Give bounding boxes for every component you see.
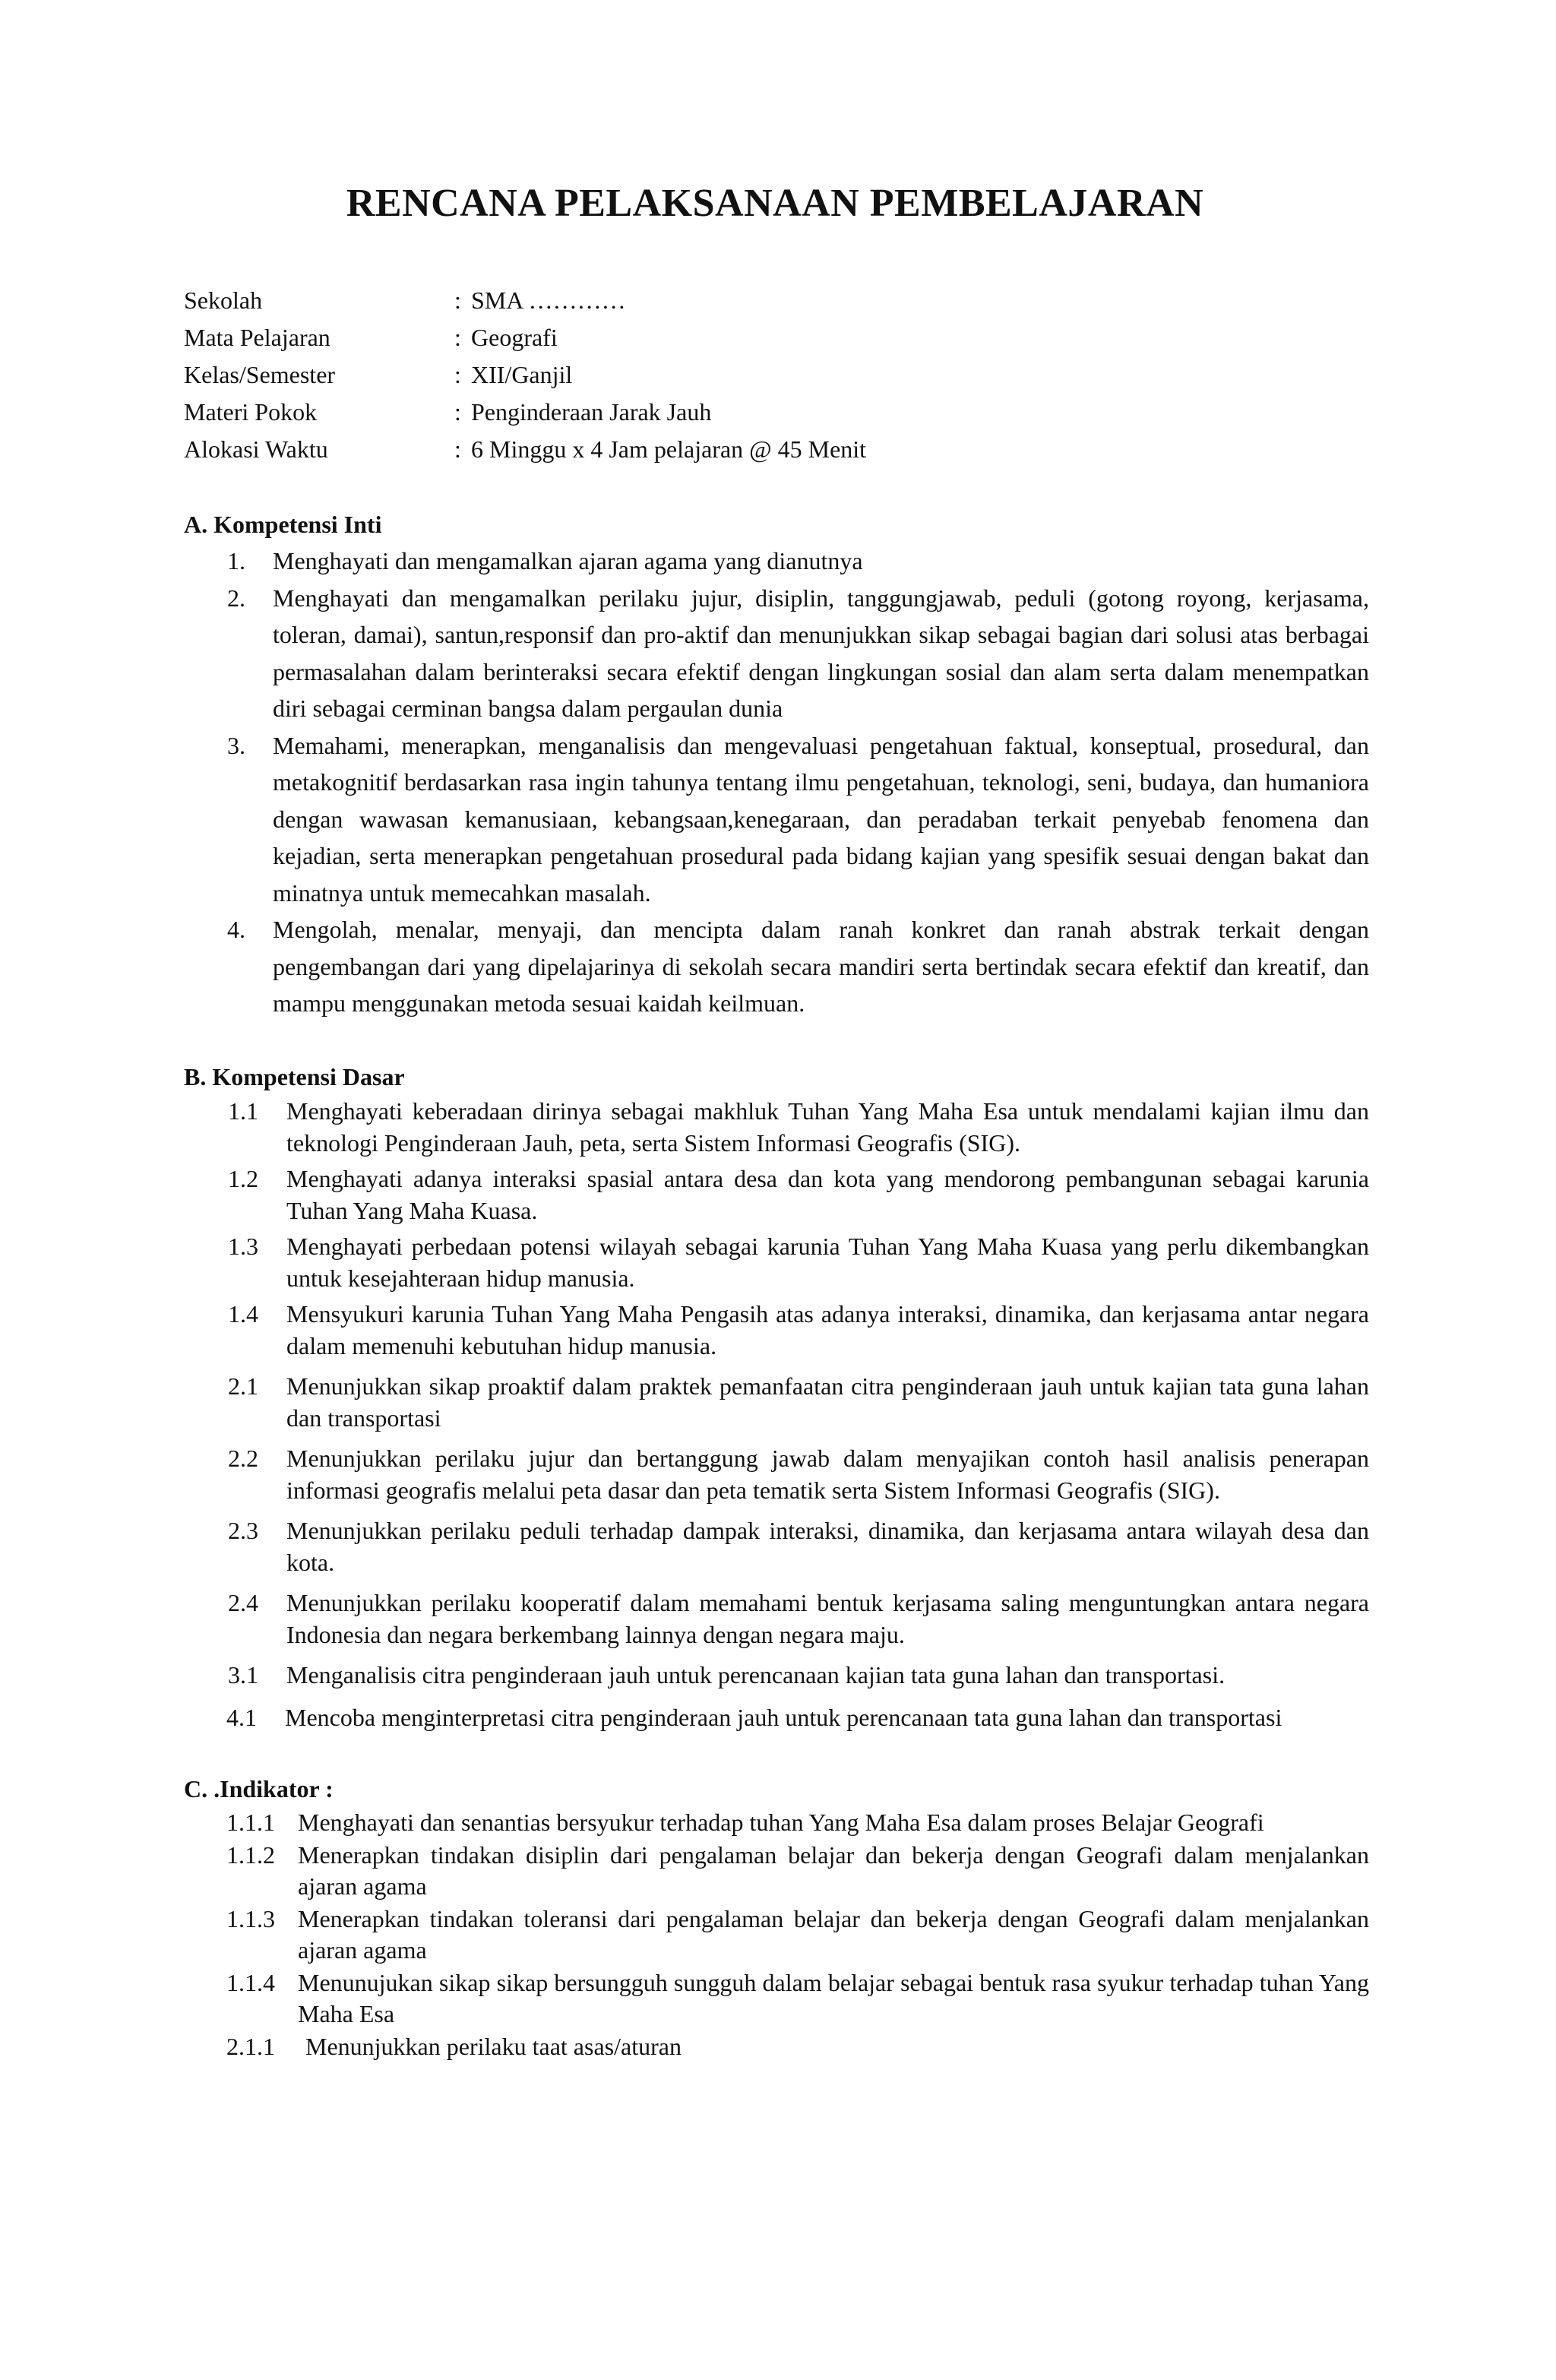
meta-label: Sekolah <box>184 286 263 314</box>
meta-block <box>184 282 1369 468</box>
list-item <box>184 1807 1369 1838</box>
meta-row-materi-pokok <box>184 394 1369 431</box>
list-item <box>184 1699 1369 1736</box>
document-title: RENCANA PELAKSANAAN PEMBELAJARAN <box>346 182 1204 225</box>
meta-separator: : <box>454 324 461 351</box>
meta-label: Materi Pokok <box>184 398 318 426</box>
meta-label: Kelas/Semester <box>184 361 336 388</box>
item-text: Menerapkan tindakan disiplin dari pengalaman belajar dan bekerja dengan Geografi dalam menjalankan ajaran agama <box>298 1840 1369 1900</box>
item-number: 4. <box>227 916 245 943</box>
meta-row-alokasi-waktu <box>184 431 1369 468</box>
meta-separator: : <box>454 286 461 314</box>
list-item <box>184 1514 1369 1578</box>
item-number: 2.4 <box>228 1588 258 1616</box>
meta-separator: : <box>454 361 461 388</box>
section-heading-indikator: C. .Indikator : <box>184 1774 334 1802</box>
item-number: 3.1 <box>228 1660 258 1688</box>
meta-separator: : <box>454 398 461 426</box>
item-text: Menghayati keberadaan dirinya sebagai makhluk Tuhan Yang Maha Esa untuk mendalami kajian ilmu dan teknologi Penginderaan Jauh, peta, serta Sistem Informasi Geografis (SIG). <box>286 1097 1369 1157</box>
item-text: Menerapkan tindakan toleransi dari pengalaman belajar dan bekerja dengan Geografi dalam menjalankan ajaran agama <box>298 1904 1369 1964</box>
item-text: Mensyukuri karunia Tuhan Yang Maha Pengasih atas adanya interaksi, dinamika, dan kerjasama antar negara dalam memenuhi kebutuhan hidup manusia. <box>286 1299 1369 1359</box>
item-text: Menunujukan sikap sikap bersungguh sungguh dalam belajar sebagai bentuk rasa syukur terhadap tuhan Yang Maha Esa <box>298 1968 1369 2027</box>
item-text: Menghayati dan mengamalkan perilaku jujur, disiplin, tanggungjawab, peduli (gotong royong, kerjasama, toleran, damai), santun,responsif dan pro-aktif dan menunjukkan sikap sebagai bagian dari solusi atas berbagai permasalahan dalam berinteraksi secara efektif dengan lingkungan sosial dan alam serta dalam menempatkan diri sebagai cerminan bangsa dalam pergaulan dunia <box>273 584 1369 722</box>
item-number: 2.1.1 <box>226 2032 275 2060</box>
meta-row-mata-pelajaran <box>184 319 1369 356</box>
item-text: Mencoba menginterpretasi citra penginderaan jauh untuk perencanaan tata guna lahan dan transportasi <box>285 1703 1282 1731</box>
item-number: 3. <box>227 731 245 759</box>
kompetensi-inti-list <box>184 543 1369 1022</box>
list-item <box>184 1163 1369 1226</box>
list-item <box>184 580 1369 727</box>
item-number: 1.4 <box>228 1299 258 1328</box>
meta-value: XII/Ganjil <box>471 361 573 388</box>
item-text: Menganalisis citra penginderaan jauh untuk perencanaan kajian tata guna lahan dan transportasi. <box>286 1660 1226 1688</box>
item-text: Menghayati perbedaan potensi wilayah sebagai karunia Tuhan Yang Maha Kuasa yang perlu dikembangkan untuk kesejahteraan hidup manusia. <box>286 1232 1369 1292</box>
list-item <box>184 543 1369 580</box>
list-item <box>184 1370 1369 1434</box>
item-number: 1.1.4 <box>226 1968 275 1996</box>
meta-value: Penginderaan Jarak Jauh <box>471 398 712 426</box>
item-number: 2.3 <box>228 1516 258 1544</box>
list-item <box>184 1659 1369 1691</box>
item-text: Menghayati dan mengamalkan ajaran agama yang dianutnya <box>273 547 863 574</box>
meta-row-kelas-semester <box>184 356 1369 394</box>
item-text: Menunjukkan perilaku jujur dan bertanggung jawab dalam menyajikan contoh hasil analisis penerapan informasi geografis melalui peta dasar dan peta tematik serta Sistem Informasi Geografis (SIG). <box>286 1444 1369 1504</box>
item-number: 1.2 <box>228 1164 258 1192</box>
item-number: 1.3 <box>228 1232 258 1260</box>
list-item <box>184 2031 1369 2062</box>
item-number: 2. <box>227 584 245 612</box>
item-number: 1.1.1 <box>226 1808 275 1836</box>
item-text: Mengolah, menalar, menyaji, dan mencipta dalam ranah konkret dan ranah abstrak terkait dengan pengembangan dari yang dipelajarinya di sekolah secara mandiri serta bertindak secara efektif dan kreatif, dan mampu menggunakan metoda sesuai kaidah keilmuan. <box>273 916 1369 1017</box>
list-item <box>184 1967 1369 2030</box>
item-text: Menunjukkan sikap proaktif dalam praktek pemanfaatan citra penginderaan jauh untuk kajian tata guna lahan dan transportasi <box>286 1372 1369 1432</box>
indikator-list <box>184 1807 1369 2062</box>
item-text: Menghayati adanya interaksi spasial antara desa dan kota yang mendorong pembangunan sebagai karunia Tuhan Yang Maha Kuasa. <box>286 1164 1369 1224</box>
list-item <box>184 1587 1369 1650</box>
meta-row-sekolah <box>184 282 1369 319</box>
meta-label: Alokasi Waktu <box>184 435 328 463</box>
item-text: Menunjukkan perilaku kooperatif dalam memahami bentuk kerjasama saling menguntungkan antara negara Indonesia dan negara berkembang lainnya dengan negara maju. <box>286 1588 1369 1648</box>
list-item <box>184 1298 1369 1362</box>
list-item <box>184 1095 1369 1159</box>
item-number: 1.1 <box>228 1097 258 1125</box>
item-number: 1. <box>227 547 245 574</box>
meta-value: 6 Minggu x 4 Jam pelajaran @ 45 Menit <box>471 435 867 463</box>
item-number: 1.1.2 <box>226 1840 275 1869</box>
item-text: Menunjukkan perilaku peduli terhadap dampak interaksi, dinamika, dan kerjasama antara wilayah desa dan kota. <box>286 1516 1369 1576</box>
list-item <box>184 727 1369 912</box>
section-heading-kompetensi-dasar: B. Kompetensi Dasar <box>184 1062 405 1090</box>
item-number: 1.1.3 <box>226 1904 275 1932</box>
item-number: 4.1 <box>226 1703 257 1731</box>
item-number: 2.2 <box>228 1444 258 1472</box>
meta-label: Mata Pelajaran <box>184 324 330 351</box>
list-item <box>184 911 1369 1022</box>
item-text: Menunjukkan perilaku taat asas/aturan <box>305 2032 682 2060</box>
list-item <box>184 1840 1369 1902</box>
meta-value: Geografi <box>471 324 558 351</box>
item-text: Memahami, menerapkan, menganalisis dan mengevaluasi pengetahuan faktual, konseptual, prosedural, dan metakognitif berdasarkan rasa ingin tahunya tentang ilmu pengetahuan, teknologi, seni, budaya, dan humaniora dengan wawasan kemanusiaan, kebangsaan,kenegaraan, dan peradaban terkait penyebab fenomena dan kejadian, serta menerapkan pengetahuan prosedural pada bidang kajian yang spesifik sesuai dengan bakat dan minatnya untuk memecahkan masalah. <box>273 731 1369 907</box>
list-item <box>184 1442 1369 1506</box>
item-text: Menghayati dan senantias bersyukur terhadap tuhan Yang Maha Esa dalam proses Belajar Geografi <box>298 1808 1264 1836</box>
item-number: 2.1 <box>228 1372 258 1400</box>
list-item <box>184 1230 1369 1294</box>
meta-value: SMA ………… <box>471 286 626 314</box>
kompetensi-dasar-list <box>184 1095 1369 1736</box>
meta-separator: : <box>454 435 461 463</box>
list-item <box>184 1904 1369 1966</box>
section-heading-kompetensi-inti: A. Kompetensi Inti <box>184 511 382 538</box>
